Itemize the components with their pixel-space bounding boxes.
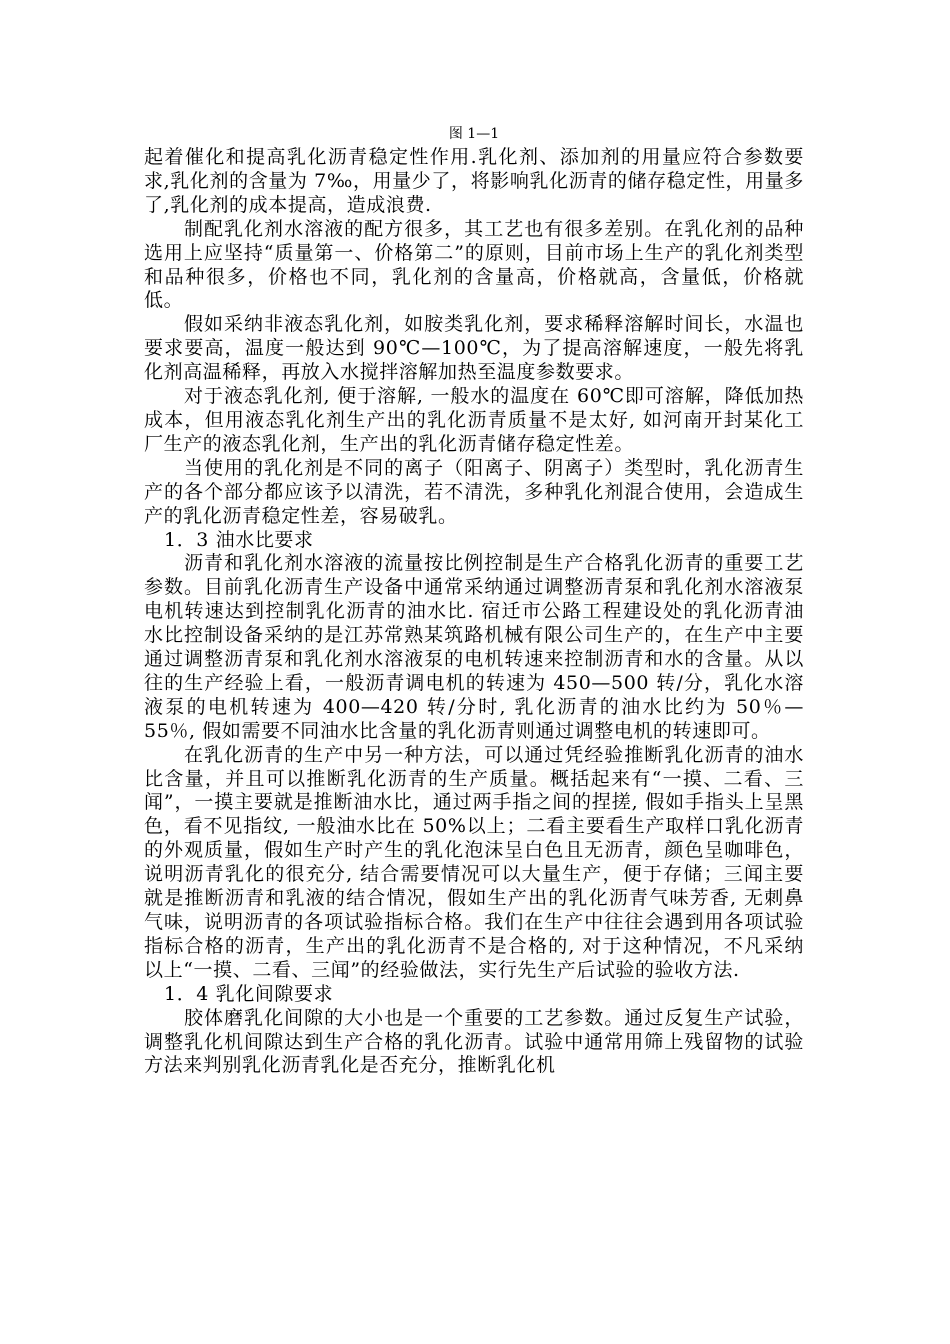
paragraph-emulsifier-dosage: 起着催化和提高乳化沥青稳定性作用.乳化剂、添加剂的用量应符合参数要求,乳化剂的含量为 7‰，用量少了，将影响乳化沥青的储存稳定性，用量多了,乳化剂的成本提高，造成浪费. <box>144 146 804 216</box>
document-page <box>144 124 804 1078</box>
figure-caption: 图 1—1 <box>448 126 500 142</box>
section-heading-emulsifying-gap: 1．4 乳化间隙要求 <box>164 982 334 1005</box>
section-heading-oil-water-ratio: 1．3 油水比要求 <box>164 528 314 551</box>
paragraph-flow-control: 沥青和乳化剂水溶液的流量按比例控制是生产合格乳化沥青的重要工艺参数。目前乳化沥青生产设备中通常采纳通过调整沥青泵和乳化剂水溶液泵电机转速达到控制乳化沥青的油水比. 宿迁市公路工程建设处的乳化沥青油水比控制设备采纳的是江苏常熟某筑路机械有限公司生产的，在生产中主要通过调整沥青泵和乳化剂水溶液泵的电机转速来控制沥青和水的含量。从以往的生产经验上看，一般沥青调电机的转速为 450—500 转/分，乳化水溶液泵的电机转速为 400—420 转/分时, 乳化沥青的油水比约为 50％—55％, 假如需要不同油水比含量的乳化沥青则通过调整电机的转速即可。 <box>144 552 804 742</box>
paragraph-ion-type-cleaning: 当使用的乳化剂是不同的离子（阳离子、阴离子）类型时，乳化沥青生产的各个部分都应该予以清洗，若不清洗，多种乳化剂混合使用，会造成生产的乳化沥青稳定性差，容易破乳。 <box>144 456 804 527</box>
paragraph-emulsifier-formula: 制配乳化剂水溶液的配方很多，其工艺也有很多差别。在乳化剂的品种选用上应坚持“质量第一、价格第二”的原则，目前市场上生产的乳化剂类型和品种很多，价格也不同，乳化剂的含量高，价格就高，含量低，价格就低。 <box>144 217 804 312</box>
paragraph-liquid-emulsifier: 对于液态乳化剂, 便于溶解, 一般水的温度在 60℃即可溶解，降低加热成本，但用液态乳化剂生产出的乳化沥青质量不是太好, 如河南开封某化工厂生产的液态乳化剂，生产出的乳化沥青储存稳定性差。 <box>144 385 804 455</box>
paragraph-experience-method: 在乳化沥青的生产中另一种方法，可以通过凭经验推断乳化沥青的油水比含量，并且可以推断乳化沥青的生产质量。概括起来有“一摸、二看、三闻”，一摸主要就是推断油水比，通过两手指之间的捏搓, 假如手指头上呈黑色，看不见指纹, 一般油水比在 50%以上；二看主要看生产取样口乳化沥青的外观质量，假如生产时产生的乳化泡沫呈白色且无沥青，颜色呈咖啡色，说明沥青乳化的很充分, 结合需要情况可以大量生产，便于存储；三闻主要就是推断沥青和乳液的结合情况，假如生产出的乳化沥青气味芳香, 无刺鼻气味，说明沥青的各项试验指标合格。我们在生产中往往会遇到用各项试验指标合格的沥青，生产出的乳化沥青不是合格的, 对于这种情况，不凡采纳以上“一摸、二看、三闻”的经验做法，实行先生产后试验的验收方法. <box>144 743 804 981</box>
paragraph-non-liquid-emulsifier: 假如采纳非液态乳化剂，如胺类乳化剂，要求稀释溶解时间长，水温也要求要高，温度一般达到 90℃—100℃，为了提高溶解速度，一般先将乳化剂高温稀释，再放入水搅拌溶解加热至温度参数要求。 <box>144 313 804 384</box>
paragraph-colloid-mill-gap: 胶体磨乳化间隙的大小也是一个重要的工艺参数。通过反复生产试验，调整乳化机间隙达到生产合格的乳化沥青。试验中通常用筛上残留物的试验方法来判别乳化沥青乳化是否充分，推断乳化机 <box>144 1006 804 1077</box>
